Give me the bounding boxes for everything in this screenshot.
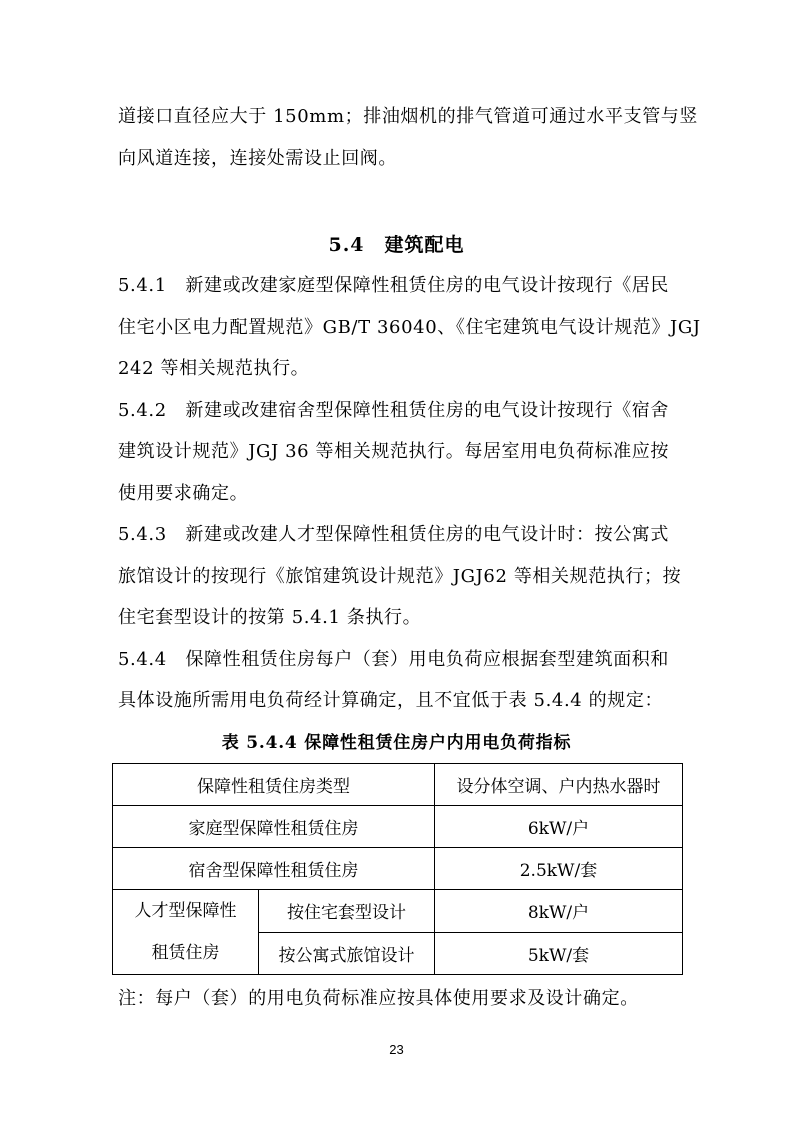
clause-line: 建筑设计规范》JGJ 36 等相关规范执行。每居室用电负荷标准应按 (118, 441, 669, 462)
clause-line: 242 等相关规范执行。 (118, 358, 310, 379)
table-cell: 5kW/套 (435, 932, 683, 975)
clause-line: 5.4.4 保障性租赁住房每户（套）用电负荷应根据套型建筑面积和 (118, 649, 669, 670)
clause-line: 住宅套型设计的按第 5.4.1 条执行。 (118, 607, 422, 628)
clause-line: 5.4.2 新建或改建宿舍型保障性租赁住房的电气设计按现行《宿舍 (118, 400, 669, 421)
table-row (113, 806, 683, 848)
table-row (113, 848, 683, 890)
clause-line: 5.4.1 新建或改建家庭型保障性租赁住房的电气设计按现行《居民 (118, 275, 669, 296)
clause-line: 旅馆设计的按现行《旅馆建筑设计规范》JGJ62 等相关规范执行；按 (118, 566, 682, 587)
clause-line: 具体设施所需用电负荷经计算确定，且不宜低于表 5.4.4 的规定： (118, 690, 664, 711)
clause-line: 5.4.3 新建或改建人才型保障性租赁住房的电气设计时：按公寓式 (118, 524, 669, 545)
table-cell: 宿舍型保障性租赁住房 (113, 848, 435, 890)
table-header-cell: 保障性租赁住房类型 (113, 764, 435, 806)
paragraph-line: 道接口直径应大于 150mm；排油烟机的排气管道可通过水平支管与竖 (118, 106, 699, 127)
table-row (113, 890, 683, 933)
load-index-table (112, 763, 683, 975)
clause-line: 使用要求确定。 (118, 483, 249, 504)
table-cell: 按住宅套型设计 (259, 890, 435, 933)
table-caption: 表 5.4.4 保障性租赁住房户内用电负荷指标 (221, 733, 572, 753)
table-cell: 2.5kW/套 (435, 848, 683, 890)
table-cell: 6kW/户 (435, 806, 683, 848)
section-heading: 5.4 建筑配电 (328, 234, 465, 256)
table-cell: 8kW/户 (435, 890, 683, 933)
table-group-cell (113, 890, 259, 975)
paragraph-line: 向风道连接，连接处需设止回阀。 (118, 148, 397, 169)
table-header-row (113, 764, 683, 806)
table-cell: 按公寓式旅馆设计 (259, 932, 435, 975)
group-label-line: 租赁住房 (151, 943, 220, 963)
table-cell: 家庭型保障性租赁住房 (113, 806, 435, 848)
page-number: 23 (389, 1042, 404, 1057)
table-header-cell: 设分体空调、户内热水器时 (435, 764, 683, 806)
table-note: 注：每户（套）的用电负荷标准应按具体使用要求及设计确定。 (118, 988, 639, 1009)
group-label-line: 人才型保障性 (134, 901, 237, 921)
clause-line: 住宅小区电力配置规范》GB/T 36040、《住宅建筑电气设计规范》JGJ (118, 317, 701, 338)
